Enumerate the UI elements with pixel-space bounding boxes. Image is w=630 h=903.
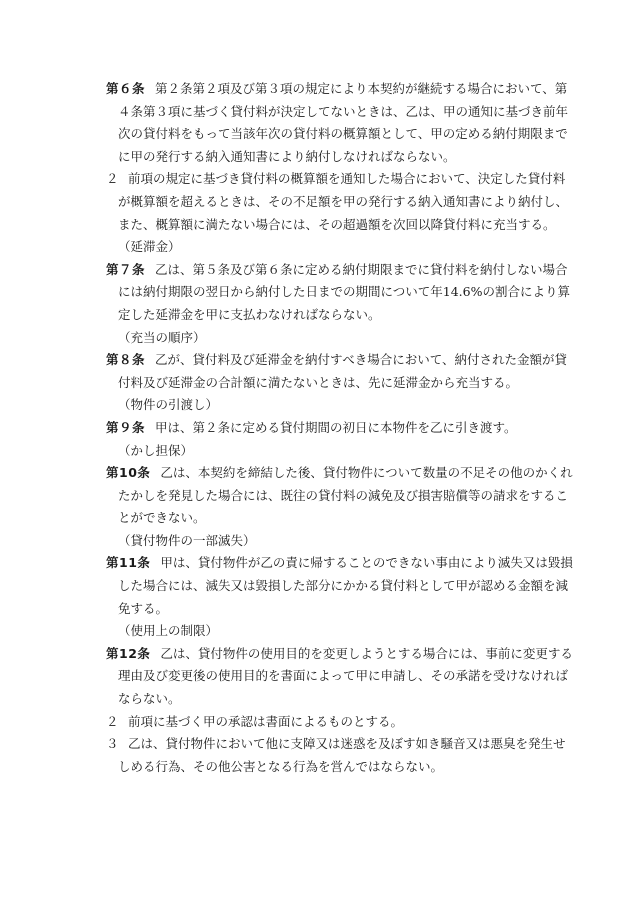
article-10 [106,462,576,530]
article-12 [106,643,576,711]
article-7 [106,259,576,327]
paragraph-number: ２ [106,713,119,729]
article-number: 第８条 [106,352,146,368]
article-heading: （使用上の制限） [118,623,219,639]
article-11 [106,552,576,620]
article-number: 第６条 [106,81,146,96]
paragraph-number: ３ [106,736,119,752]
article-heading: （延滞金） [118,239,181,255]
article-number: 第12条 [106,645,151,661]
article-6-paragraph-2 [106,168,576,236]
article-text: 乙は、貸付物件の使用目的を変更しようとする場合には、事前に変更する理由及び変更後の使用目的を書面によって甲に申請し、その承諾を受けなければならない。 [118,645,573,707]
article-text: 第２条第２項及び第３項の規定により本契約が継続する場合において、第４条第３項に基づく貸付料が決定してないときは、乙は、甲の通知に基づき前年次の貸付料をもって当該年次の貸付料の概算額として、甲の定める納付期限までに甲の発行する納入通知書により納付しなければならない。 [118,81,569,164]
paragraph-text: 乙は、貸付物件において他に支障又は迷惑を及ぼす如き騒音又は悪臭を発生せしめる行為、その他公害となる行為を営んではならない。 [118,736,566,774]
article-text: 乙は、本契約を締結した後、貸付物件について数量の不足その他のかくれたかしを発見した場合には、既往の貸付料の減免及び損害賠償等の請求をすることができない。 [118,465,573,526]
article-number: 第11条 [106,555,151,571]
article-text: 乙が、貸付料及び延滞金を納付すべき場合において、納付された金額が貸付料及び延滞金の合計額に満たないときは、先に延滞金から充当する。 [118,352,568,390]
article-heading: （貸付物件の一部滅失） [118,532,256,548]
article-heading: （かし担保） [118,442,194,458]
paragraph-text: 前項に基づく甲の承認は書面によるものとする。 [128,713,404,729]
article-text: 乙は、第５条及び第６条に定める納付期限までに貸付料を納付しない場合には納付期限の翌日から納付した日までの期間について年14.6%の割合により算定した延滞金を甲に支払わなければならない。 [118,261,570,322]
article-number: 第10条 [106,465,151,481]
article-number: 第９条 [106,419,146,435]
article-heading: （充当の順序） [118,329,206,345]
article-6 [106,78,576,168]
paragraph-text: 前項の規定に基づき貸付料の概算額を通知した場合において、決定した貸付料が概算額を超えるときは、その不足額を甲の発行する納入通知書により納付し、また、概算額に満たない場合には、その超過額を次回以降貸付料に充当する。 [118,171,569,232]
paragraph-number: ２ [106,171,119,187]
article-text: 甲は、貸付物件が乙の責に帰することのできない事由により滅失又は毀損した場合には、滅失又は毀損した部分にかかる貸付料として甲が認める金額を減免する。 [118,555,573,616]
article-12-paragraph-3 [106,733,576,778]
article-heading: （物件の引渡し） [118,397,219,413]
article-12-paragraph-2 [106,711,576,734]
article-number: 第７条 [106,261,146,277]
article-8 [106,349,576,394]
article-9 [106,417,576,440]
contract-body [106,78,576,778]
article-text: 甲は、第２条に定める貸付期間の初日に本物件を乙に引き渡す。 [155,419,517,435]
